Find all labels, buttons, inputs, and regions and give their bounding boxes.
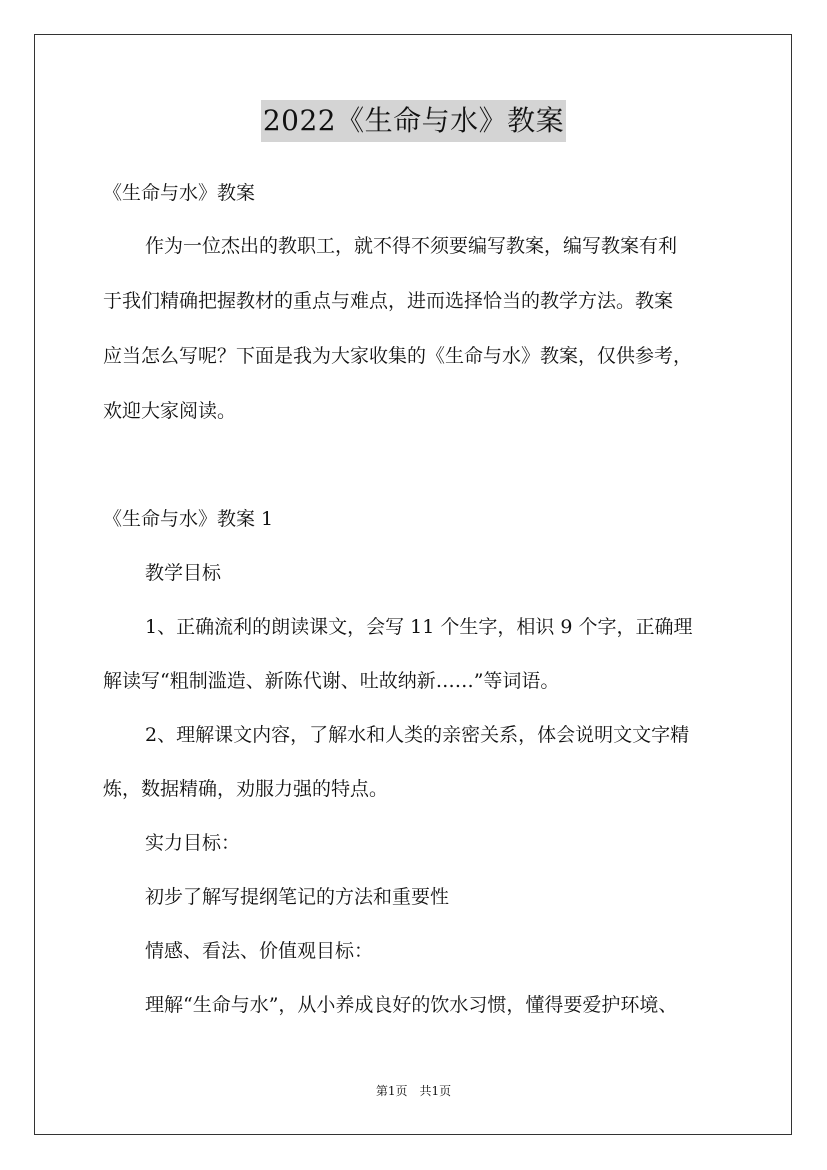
document-title: 2022《生命与水》教案 (261, 100, 566, 142)
title-container (0, 100, 827, 142)
section-line-3: 解读写“粗制滥造、新陈代谢、吐故纳新……”等词语。 (103, 670, 560, 692)
intro-line-1: 作为一位杰出的教职工，就不得不须要编写教案，编写教案有利 (145, 235, 678, 257)
intro-line-4: 欢迎大家阅读。 (103, 400, 237, 422)
section-line-2: 1、正确流利的朗读课文，会写 11 个生字，相识 9 个字，正确理 (145, 616, 693, 638)
section-line-7: 初步了解写提纲笔记的方法和重要性 (145, 886, 450, 908)
section-line-5: 炼，数据精确，劝服力强的特点。 (103, 778, 389, 800)
section-line-4: 2、理解课文内容，了解水和人类的亲密关系，体会说明文文字精 (145, 724, 690, 746)
document-subtitle: 《生命与水》教案 (103, 182, 256, 204)
section-line-9: 理解“生命与水”，从小养成良好的饮水习惯，懂得要爱护环境、 (145, 994, 678, 1016)
section-line-6: 实力目标： (145, 832, 241, 854)
section-line-8: 情感、看法、价值观目标： (145, 940, 374, 962)
intro-line-3: 应当怎么写呢？下面是我为大家收集的《生命与水》教案，仅供参考， (103, 345, 693, 367)
section-line-1: 教学目标 (145, 562, 222, 584)
section-heading: 《生命与水》教案 1 (103, 508, 274, 530)
intro-line-2: 于我们精确把握教材的重点与难点，进而选择恰当的教学方法。教案 (103, 290, 674, 312)
page-footer: 第1页 共1页 (375, 1084, 452, 1098)
